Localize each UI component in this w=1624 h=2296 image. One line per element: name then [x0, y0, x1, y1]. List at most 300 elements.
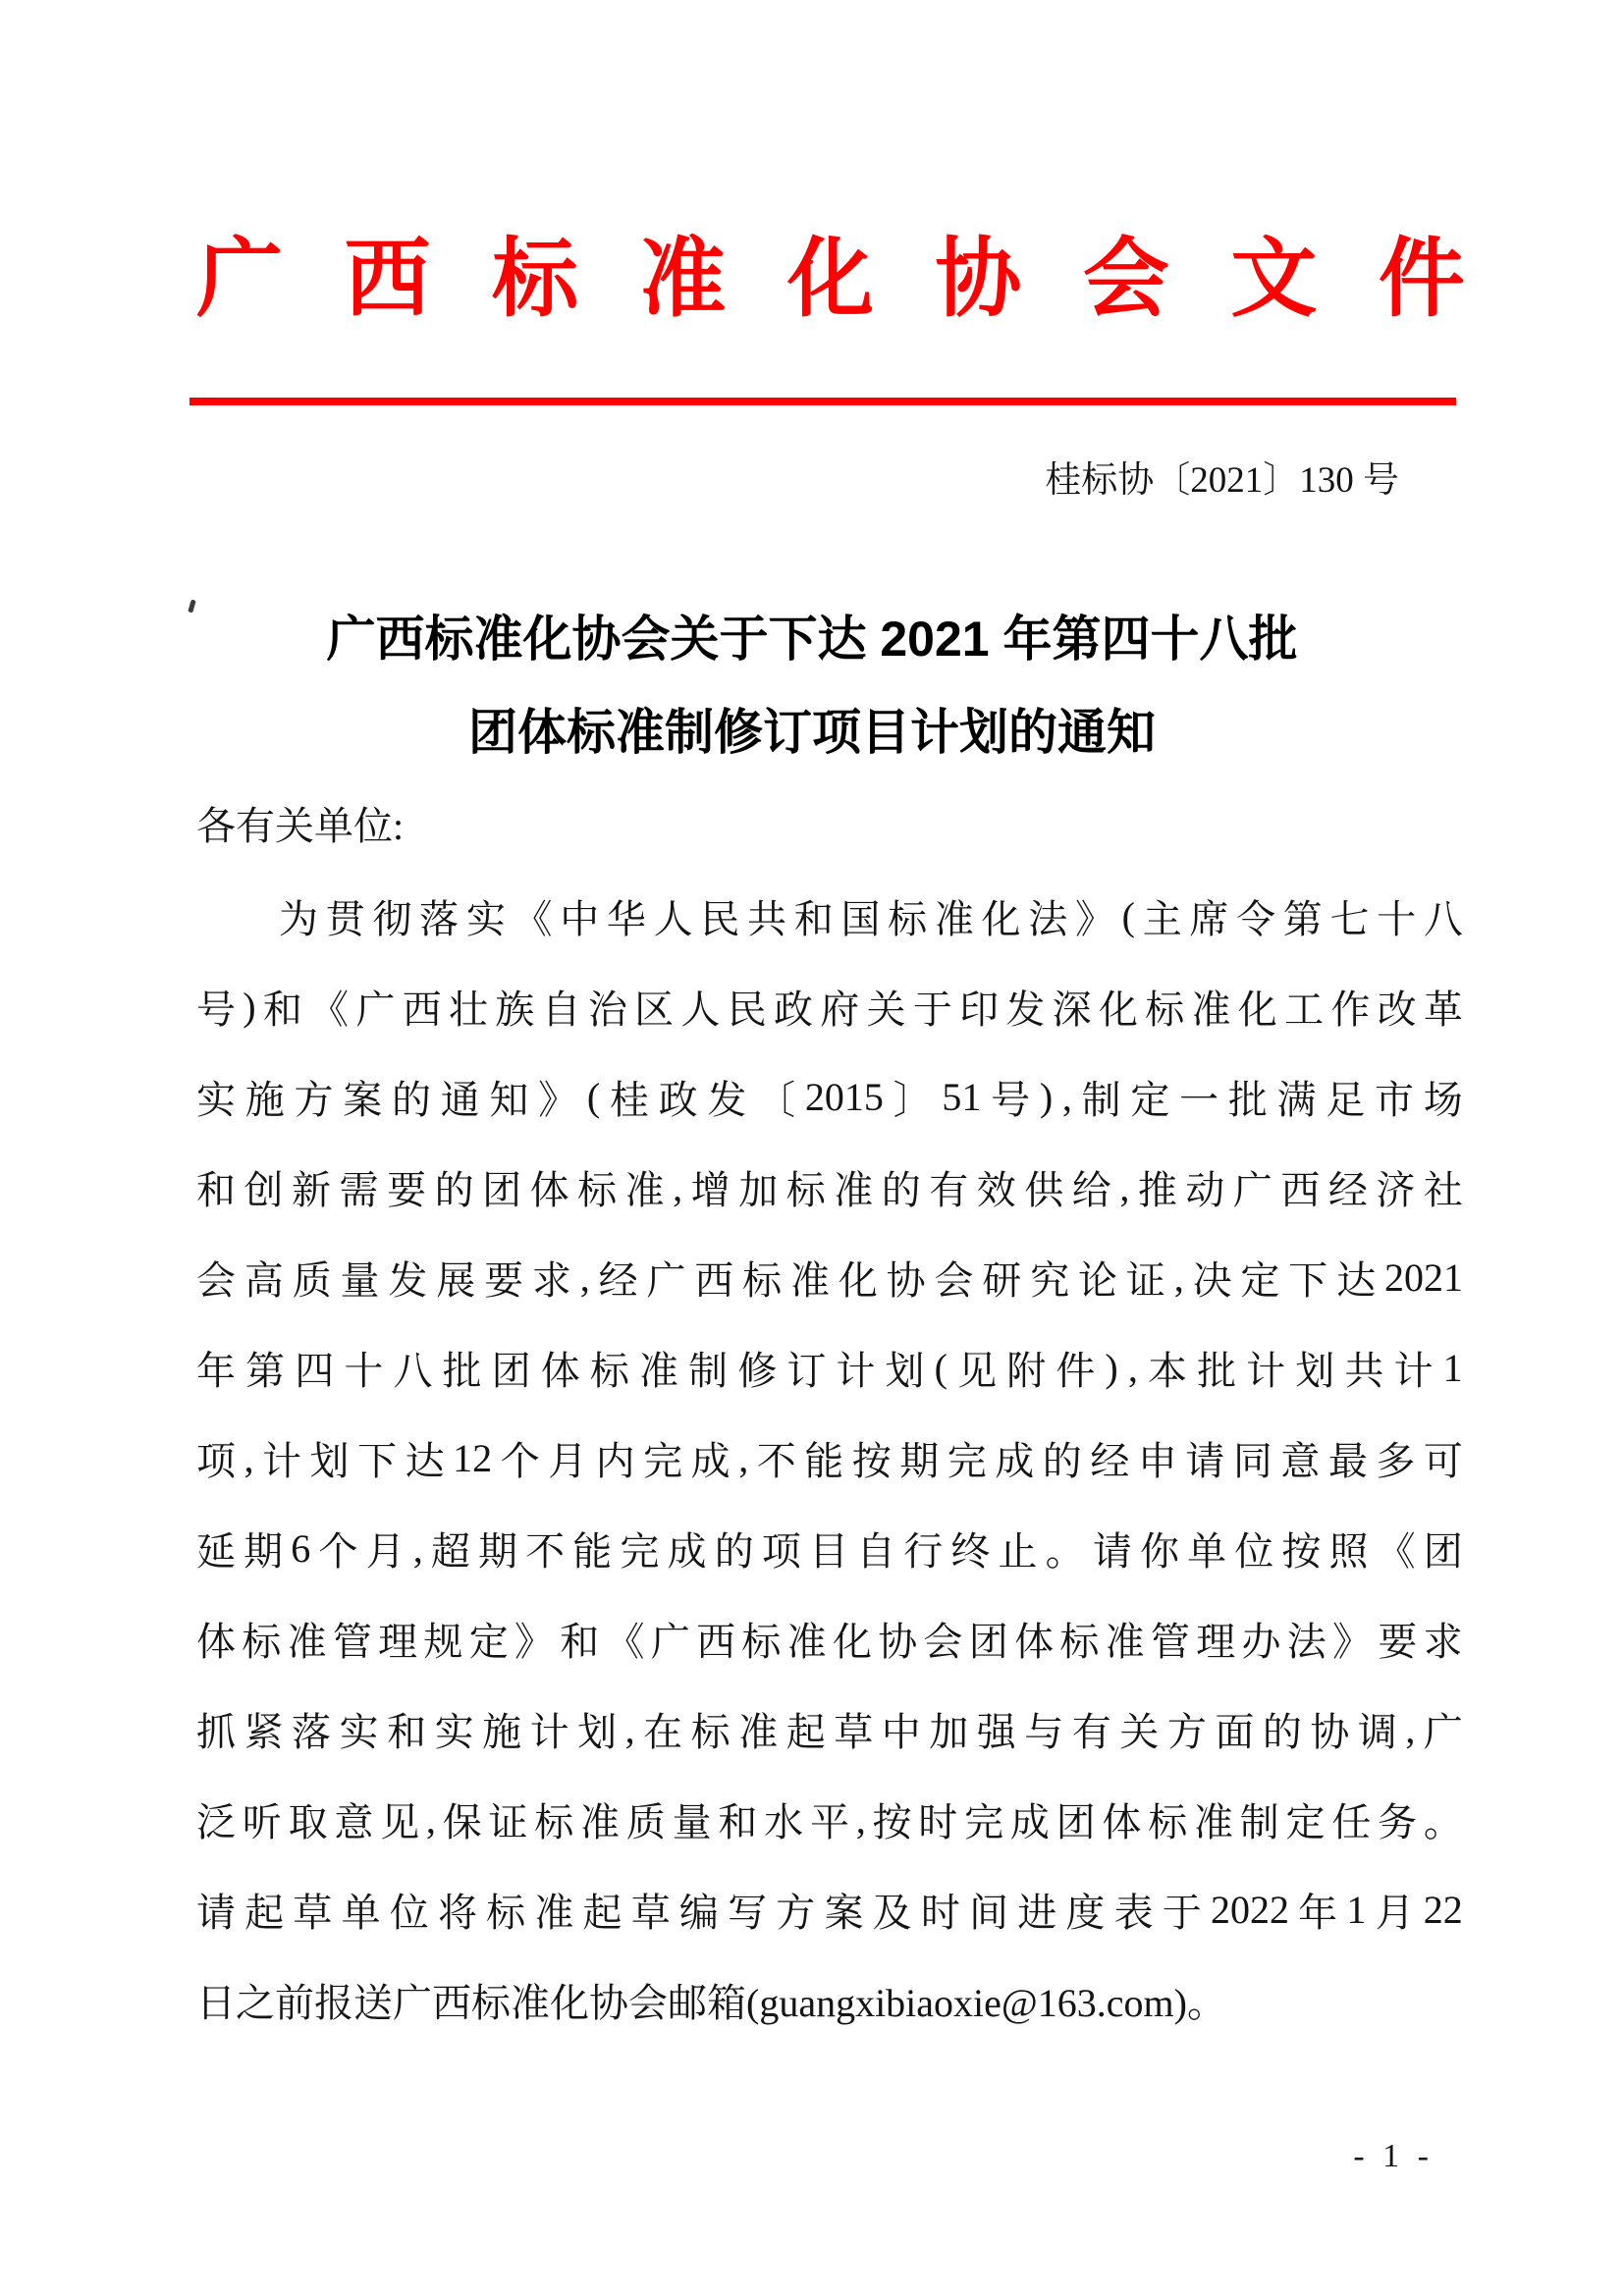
body-token: 和 [793, 896, 834, 941]
body-token: 完 [643, 1438, 683, 1483]
org-name-char: 西 [344, 233, 431, 328]
body-token: 高 [244, 1257, 284, 1303]
body-token: 位 [389, 1890, 429, 1935]
body-token: 准 [287, 1619, 327, 1664]
body-token: 批 [1227, 1077, 1268, 1122]
org-name-char: 件 [1378, 233, 1465, 328]
body-token: 作 [1330, 987, 1371, 1032]
body-token: 按 [1281, 1528, 1322, 1574]
body-token: 政 [658, 1077, 698, 1122]
body-token: 化 [1237, 987, 1277, 1032]
body-token: 广 [646, 1257, 686, 1303]
org-name-char: 准 [639, 233, 727, 328]
body-token: 质 [292, 1257, 332, 1303]
body-token: 体 [529, 1167, 569, 1212]
body-token: 体 [1014, 1619, 1055, 1664]
body-token: 共 [747, 896, 787, 941]
body-token: 多 [1376, 1438, 1416, 1483]
body-token: 调 [1357, 1709, 1397, 1754]
body-token: 壮 [449, 987, 489, 1032]
body-token: 实 [465, 896, 506, 941]
body-token: 供 [1024, 1167, 1064, 1212]
body-token: 给 [1071, 1167, 1111, 1212]
body-token: 区 [634, 987, 675, 1032]
body-line [196, 1232, 1463, 1322]
body-token: 的 [391, 1077, 431, 1122]
body-token: 定 [468, 1619, 509, 1664]
body-token: 的 [1262, 1709, 1302, 1754]
body-token: 实 [196, 1077, 236, 1122]
body-token: , [579, 1255, 590, 1300]
body-token: 标 [742, 1257, 783, 1303]
body-token: 施 [482, 1709, 522, 1754]
body-token: 批 [1197, 1348, 1237, 1393]
body-token: 团 [491, 1348, 531, 1393]
body-token: 团 [1423, 1528, 1463, 1574]
body-token: ( [586, 1074, 601, 1119]
body-token: 办 [1241, 1619, 1281, 1664]
body-token: 法 [1286, 1619, 1326, 1664]
body-token: 落 [292, 1709, 332, 1754]
body-token: 〕 [893, 1077, 933, 1122]
body-token: 展 [436, 1257, 476, 1303]
body-token: 完 [964, 1799, 1004, 1844]
body-token: 起 [244, 1890, 285, 1935]
body-token: 第 [1282, 896, 1323, 941]
body-token: 为 [279, 896, 318, 941]
body-token: 起 [582, 1890, 623, 1935]
body-token: 划 [1295, 1348, 1335, 1393]
body-token: 决 [1192, 1257, 1232, 1303]
body-token: 成 [1009, 1799, 1050, 1844]
body-token: 化 [838, 1257, 878, 1303]
body-line [196, 1683, 1463, 1774]
body-token: 标 [785, 1167, 826, 1212]
body-token: 位 [1234, 1528, 1274, 1574]
body-token: 人 [680, 987, 721, 1032]
body-token: 项 [761, 1528, 801, 1574]
body-token: 足 [1326, 1077, 1366, 1122]
body-token: 化 [981, 896, 1021, 941]
body-token: 不 [756, 1438, 796, 1483]
body-token: 标 [534, 1799, 574, 1844]
body-token: 单 [341, 1890, 381, 1935]
body-token: 团 [968, 1619, 1008, 1664]
body-token: 年 [1298, 1890, 1338, 1935]
body-token: 能 [804, 1438, 844, 1483]
body-token: 平 [809, 1799, 849, 1844]
body-token: 成 [667, 1528, 707, 1574]
body-token: 附 [1006, 1348, 1047, 1393]
body-token: 自 [541, 987, 581, 1032]
body-token: 经 [598, 1257, 638, 1303]
body-token: 创 [244, 1167, 284, 1212]
body-token: 究 [1030, 1257, 1070, 1303]
body-token: 号 [196, 987, 236, 1032]
body-token: 标 [1145, 987, 1185, 1032]
body-token: 贯 [325, 896, 365, 941]
document-number: 桂标协〔2021〕130 号 [1045, 460, 1399, 501]
body-token: 。 [1423, 1799, 1463, 1844]
body-token: 定 [1240, 1257, 1280, 1303]
body-token: 达 [405, 1438, 445, 1483]
body-token: 任 [1331, 1799, 1372, 1844]
body-token: 管 [1150, 1619, 1190, 1664]
body-token: 国 [840, 896, 881, 941]
body-token: 准 [638, 1348, 678, 1393]
org-name-char: 广 [196, 233, 284, 328]
body-token: 《 [309, 987, 350, 1032]
body-token: 准 [624, 1167, 665, 1212]
body-token: 月 [1375, 1890, 1415, 1935]
body-token: 体 [540, 1348, 580, 1393]
body-token: 的 [881, 1167, 921, 1212]
body-token: 可 [1423, 1438, 1463, 1483]
body-token: , [412, 1525, 423, 1571]
body-token: 个 [500, 1438, 540, 1483]
body-line [196, 1864, 1463, 1954]
body-token: 时 [920, 1890, 960, 1935]
body-token: 抓 [196, 1709, 236, 1754]
page-number: - 1 - [1353, 2138, 1434, 2174]
body-token: 务 [1378, 1799, 1418, 1844]
body-token: 保 [442, 1799, 482, 1844]
body-token: 止 [998, 1528, 1038, 1574]
body-token: 和 [262, 987, 302, 1032]
body-token: 修 [737, 1348, 778, 1393]
body-token: 你 [1139, 1528, 1179, 1574]
body-token: 经 [1090, 1438, 1130, 1483]
body-token: , [1061, 1074, 1072, 1119]
body-token: 见 [380, 1799, 420, 1844]
body-token: 申 [1137, 1438, 1177, 1483]
body-token: 要 [387, 1167, 427, 1212]
body-token: 请 [1092, 1528, 1132, 1574]
body-token: 质 [625, 1799, 666, 1844]
body-token: 和 [718, 1799, 758, 1844]
body-token: 计 [1246, 1348, 1286, 1393]
body-token: 计 [262, 1438, 302, 1483]
body-token: 《 [513, 896, 553, 941]
body-token: 有 [1071, 1709, 1111, 1754]
body-token: 共 [1344, 1348, 1384, 1393]
body-token: 间 [969, 1890, 1008, 1935]
body-token: 准 [1105, 1619, 1145, 1664]
body-token: 准 [834, 1167, 874, 1212]
body-token: 起 [785, 1709, 826, 1754]
body-token: 规 [423, 1619, 463, 1664]
body-token: 论 [1078, 1257, 1118, 1303]
body-token: 达 [1336, 1257, 1377, 1303]
body-token: 下 [1288, 1257, 1328, 1303]
body-token: 理 [378, 1619, 418, 1664]
body-token: 制 [688, 1348, 729, 1393]
body-token: 将 [437, 1890, 477, 1935]
body-token: 准 [580, 1799, 621, 1844]
body-line [196, 1593, 1463, 1683]
body-token: 目 [808, 1528, 848, 1574]
body-token: 推 [1137, 1167, 1177, 1212]
body-token: 计 [836, 1348, 876, 1393]
body-token: 标 [242, 1619, 282, 1664]
body-token: 22 [1423, 1887, 1463, 1932]
body-token: 本 [1147, 1348, 1187, 1393]
body-token: 施 [244, 1077, 285, 1122]
body-token: 个 [318, 1528, 358, 1574]
body-token: 体 [196, 1619, 236, 1664]
body-token: 令 [1236, 896, 1276, 941]
body-token: 号 [991, 1077, 1031, 1122]
body-token: 案 [343, 1077, 383, 1122]
body-token: 不 [525, 1528, 566, 1574]
body-token: 深 [1052, 987, 1092, 1032]
body-token: 团 [1056, 1799, 1096, 1844]
body-token: 广 [1423, 1709, 1463, 1754]
body-token: 标 [486, 1890, 526, 1935]
body-token: 四 [295, 1348, 335, 1393]
body-token: 需 [339, 1167, 379, 1212]
body-token: 成 [995, 1438, 1035, 1483]
body-token: , [1173, 1255, 1184, 1300]
letterhead-divider-rule [189, 398, 1456, 405]
body-token: 彻 [372, 896, 412, 941]
body-token: 新 [292, 1167, 332, 1212]
body-line [196, 871, 1463, 961]
body-token: 订 [786, 1348, 827, 1393]
document-title-line2: 团体标准制修订项目计划的通知 [468, 705, 1156, 760]
body-token: 改 [1377, 987, 1417, 1032]
document-title-line1: 广西标准化协会关于下达 2021 年第四十八批 [326, 612, 1298, 667]
body-token: 12 [453, 1435, 493, 1480]
body-token: 七 [1329, 896, 1370, 941]
body-token: 实 [434, 1709, 474, 1754]
body-token: 项 [196, 1438, 236, 1483]
body-token: 1 [1346, 1887, 1367, 1932]
body-token: 西 [1280, 1167, 1321, 1212]
body-token: 完 [620, 1528, 660, 1574]
body-token: 于 [912, 987, 952, 1032]
body-token: 强 [976, 1709, 1016, 1754]
body-token: 治 [587, 987, 627, 1032]
body-token: 6 [291, 1525, 311, 1571]
body-token: 面 [1215, 1709, 1255, 1754]
body-token: 定 [1130, 1077, 1170, 1122]
body-line [196, 961, 1463, 1051]
body-token: 满 [1276, 1077, 1317, 1122]
body-token: 知 [489, 1077, 529, 1122]
body-token: 中 [560, 896, 600, 941]
body-token: 广 [1232, 1167, 1272, 1212]
body-token: 》 [538, 1077, 578, 1122]
body-token: 件 [1056, 1348, 1096, 1393]
body-token: 制 [1239, 1799, 1279, 1844]
body-token: 请 [196, 1890, 236, 1935]
body-token: 方 [1166, 1709, 1207, 1754]
body-token: 定 [1285, 1799, 1326, 1844]
body-token: 成 [690, 1438, 731, 1483]
body-line: 日之前报送广西标准化协会邮箱(guangxibiaoxie@163.com)。 [196, 1980, 1226, 2025]
body-token: 标 [1148, 1799, 1188, 1844]
body-token: 方 [294, 1077, 334, 1122]
body-token: 单 [1187, 1528, 1227, 1574]
body-token: 通 [440, 1077, 480, 1122]
body-token: 增 [690, 1167, 731, 1212]
body-token: 落 [419, 896, 460, 941]
body-token: 会 [923, 1619, 963, 1664]
body-token: 》 [1332, 1619, 1373, 1664]
letterhead-org-name [196, 234, 1465, 329]
body-token: 要 [1378, 1619, 1418, 1664]
body-token: 会 [934, 1257, 974, 1303]
body-token: 西 [694, 1257, 734, 1303]
body-token: ) [243, 984, 256, 1029]
body-token: 标 [888, 896, 928, 941]
body-token: 期 [477, 1528, 517, 1574]
body-token: 延 [196, 1528, 236, 1574]
body-token: 济 [1376, 1167, 1416, 1212]
body-token: 批 [442, 1348, 482, 1393]
body-token: 准 [786, 1619, 827, 1664]
body-token: 府 [820, 987, 860, 1032]
body-token: 听 [242, 1799, 282, 1844]
body-token: 期 [899, 1438, 940, 1483]
body-token: 十 [1377, 896, 1417, 941]
body-token: 场 [1423, 1077, 1463, 1122]
body-token: 按 [851, 1438, 892, 1483]
body-token: , [1405, 1706, 1416, 1751]
body-token: 证 [488, 1799, 528, 1844]
body-token: 2021 [1383, 1255, 1463, 1300]
body-token: 族 [495, 987, 535, 1032]
body-token: 一 [1179, 1077, 1219, 1122]
body-token: 方 [776, 1890, 816, 1935]
body-token: 桂 [609, 1077, 649, 1122]
body-token: 关 [1119, 1709, 1160, 1754]
body-token: 准 [934, 896, 974, 941]
body-token: 准 [1193, 1799, 1233, 1844]
body-token: 和 [560, 1619, 600, 1664]
body-token: 法 [1028, 896, 1068, 941]
body-token: 会 [196, 1257, 236, 1303]
body-token: 团 [482, 1167, 522, 1212]
body-token: 意 [1280, 1438, 1321, 1483]
body-token: 第 [245, 1348, 286, 1393]
body-token: 的 [714, 1528, 754, 1574]
body-token: 化 [832, 1619, 872, 1664]
body-line [196, 1774, 1463, 1864]
body-token: 下 [357, 1438, 398, 1483]
body-token: 月 [548, 1438, 588, 1483]
body-token: 划 [885, 1348, 925, 1393]
body-token: 泛 [196, 1799, 236, 1844]
body-token: 主 [1142, 896, 1182, 941]
body-token: 八 [1423, 896, 1463, 941]
body-token: 关 [866, 987, 906, 1032]
body-token: 证 [1125, 1257, 1165, 1303]
org-name-char: 标 [491, 233, 578, 328]
body-token: 计 [529, 1709, 569, 1754]
body-token: 〔 [756, 1077, 796, 1122]
body-token: 加 [738, 1167, 779, 1212]
body-token: 十 [344, 1348, 384, 1393]
body-token: 经 [1327, 1167, 1368, 1212]
body-token: 度 [1065, 1890, 1106, 1935]
body-token: 有 [929, 1167, 969, 1212]
body-token: , [1127, 1345, 1138, 1390]
body-token: 照 [1328, 1528, 1369, 1574]
body-token: 2015 [804, 1074, 884, 1119]
body-token: 广 [355, 987, 396, 1032]
body-token: 标 [741, 1619, 782, 1664]
body-line [196, 1413, 1463, 1503]
body-token: 社 [1423, 1167, 1463, 1212]
body-token: 草 [293, 1890, 333, 1935]
body-line [196, 1503, 1463, 1593]
body-token: 发 [388, 1257, 428, 1303]
body-token: 加 [929, 1709, 969, 1754]
body-token: 于 [1162, 1890, 1202, 1935]
body-token: 超 [430, 1528, 470, 1574]
body-token: 与 [1024, 1709, 1064, 1754]
body-lines [196, 871, 1463, 2045]
body-token: 准 [738, 1709, 779, 1754]
body-token: 。 [1045, 1528, 1085, 1574]
org-name-char: 会 [1082, 233, 1169, 328]
body-token: 草 [834, 1709, 874, 1754]
body-token: 时 [918, 1799, 958, 1844]
body-token: 编 [678, 1890, 719, 1935]
body-token: 人 [653, 896, 693, 941]
body-token: 51 [942, 1074, 982, 1119]
body-token: 终 [950, 1528, 991, 1574]
body-token: 计 [1393, 1348, 1434, 1393]
body-token: 标 [690, 1709, 731, 1754]
body-token: 量 [340, 1257, 380, 1303]
body-token: 请 [1185, 1438, 1225, 1483]
body-token: 西 [402, 987, 442, 1032]
body-token: 体 [1102, 1799, 1142, 1844]
body-token: 西 [696, 1619, 736, 1664]
body-token: 广 [650, 1619, 690, 1664]
body-token: 实 [339, 1709, 379, 1754]
body-token: 革 [1423, 987, 1463, 1032]
body-token: 量 [672, 1799, 712, 1844]
body-token: 划 [577, 1709, 618, 1754]
body-token: 制 [1081, 1077, 1121, 1122]
body-token: 期 [244, 1528, 284, 1574]
body-line [196, 1142, 1463, 1232]
body-token: 发 [1005, 987, 1046, 1032]
body-token: ( [934, 1345, 947, 1390]
body-line [196, 1051, 1463, 1142]
body-token: 民 [700, 896, 740, 941]
body-token: 民 [727, 987, 767, 1032]
body-token: 划 [309, 1438, 350, 1483]
body-token: 八 [393, 1348, 433, 1393]
body-token: 华 [606, 896, 646, 941]
body-token: , [244, 1435, 254, 1480]
body-token: 水 [764, 1799, 804, 1844]
body-token: 进 [1017, 1890, 1057, 1935]
body-token: , [1119, 1164, 1130, 1209]
body-token: 2022 [1210, 1887, 1289, 1932]
body-token: 》 [514, 1619, 554, 1664]
body-token: 的 [1042, 1438, 1082, 1483]
body-token: 标 [589, 1348, 629, 1393]
org-name-char: 化 [786, 233, 874, 328]
body-token: 中 [881, 1709, 921, 1754]
body-token: 准 [789, 1257, 830, 1303]
